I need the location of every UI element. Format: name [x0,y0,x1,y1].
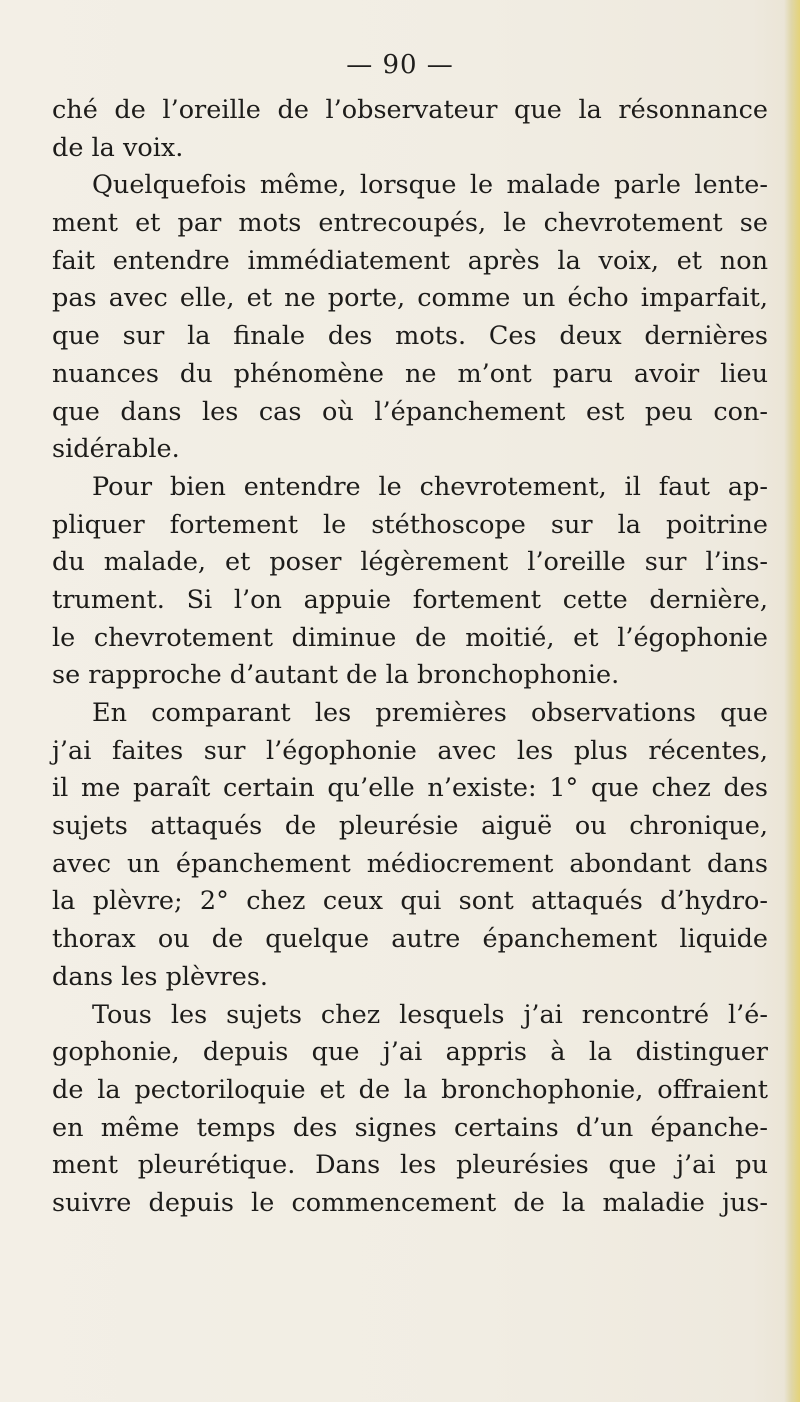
text-line: que sur la finale des mots. Ces deux dernières [52,321,768,352]
text-line: Quelquefois même, lorsque le malade parle lente- [92,170,768,201]
text-line: en même temps des signes certains d’un épanche- [52,1112,768,1143]
text-line: Pour bien entendre le chevrotement, il faut ap- [92,471,768,502]
text-line: j’ai faites sur l’égophonie avec les plus récentes, [52,735,768,766]
text-line: thorax ou de quelque autre épanchement liquide [52,924,768,955]
text-line: ché de l’oreille de l’observateur que la résonnance [52,95,768,125]
text-line: se rapproche d’autant de la bronchophonie. [52,660,620,691]
page-number: — 90 — [346,50,454,80]
text-line: sidérable. [52,434,180,465]
text-line: Tous les sujets chez lesquels j’ai rencontré l’é- [92,999,768,1030]
text-line: il me paraît certain qu’elle n’existe: 1° que chez des [52,773,768,804]
text-line: En comparant les premières observations que [92,698,768,728]
text-line: suivre depuis le commencement de la maladie jus- [52,1187,768,1218]
text-line: pliquer fortement le stéthoscope sur la poitrine [52,509,768,540]
text-line: trument. Si l’on appuie fortement cette dernière, [52,584,768,615]
text-line: nuances du phénomène ne m’ont paru avoir lieu [52,358,768,389]
text-line: sujets attaqués de pleurésie aiguë ou chronique, [52,811,768,842]
text-line: le chevrotement diminue de moitié, et l’égophonie [52,622,768,653]
body-text [52,92,768,1223]
text-line: de la voix. [52,132,184,163]
text-line: ment pleurétique. Dans les pleurésies que j’ai pu [52,1150,768,1181]
text-line: ment et par mots entrecoupés, le chevrotement se [52,208,768,239]
text-line: de la pectoriloquie et de la bronchophonie, offraient [52,1074,768,1105]
text-line: avec un épanchement médiocrement abondant dans [52,848,768,879]
text-line: la plèvre; 2° chez ceux qui sont attaqués d’hydro- [52,886,768,917]
text-line: pas avec elle, et ne porte, comme un écho imparfait, [52,283,768,314]
text-line: que dans les cas où l’épanchement est peu con- [52,396,768,427]
text-line: fait entendre immédiatement après la voix, et non [52,245,768,276]
page-edge [784,0,800,1402]
text-line: gophonie, depuis que j’ai appris à la distinguer [52,1037,768,1068]
text-line: du malade, et poser légèrement l’oreille sur l’ins- [52,547,768,578]
text-line: dans les plèvres. [52,961,269,992]
